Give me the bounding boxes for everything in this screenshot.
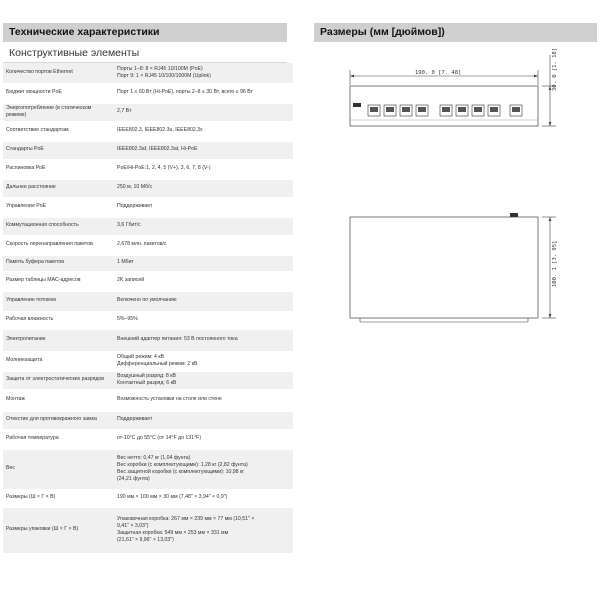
- spec-row: [3, 449, 293, 489]
- spec-row: [3, 329, 293, 351]
- front-view: [350, 86, 538, 126]
- poe-port-jack: [490, 107, 498, 112]
- spec-value: [114, 329, 293, 351]
- spec-row: [3, 63, 293, 83]
- spec-row: [3, 159, 293, 179]
- spec-value-line: Включено по умолчанию: [117, 297, 177, 304]
- spec-value: [114, 63, 293, 83]
- spec-label: Скорость перенаправления пакетов: [3, 235, 114, 255]
- spec-value-line: 190 мм × 100 мм × 30 мм (7,48" × 3,94" × 0,9"): [117, 494, 228, 501]
- spec-value-line: Возможность установки на столе или стене: [117, 396, 222, 403]
- spec-value-line: Внешний адаптер питания: 53 В постоянного тока: [117, 336, 238, 343]
- spec-row: [3, 235, 293, 255]
- spec-row: [3, 255, 293, 271]
- spec-row: [3, 271, 293, 291]
- spec-row: [3, 429, 293, 449]
- spec-value-line: 2,7 Вт: [117, 108, 132, 115]
- spec-value-line: Вес защитной коробки (с комплектующими): 10,98 кг: [117, 469, 245, 475]
- spec-value-line: Порт 9: 1 × RJ45 10/100/1000M (Uplink): [117, 72, 211, 79]
- spec-row: [3, 83, 293, 103]
- spec-row: [3, 489, 293, 507]
- spec-row: [3, 217, 293, 235]
- spec-value-line: 9,41" × 3,03"): [117, 522, 149, 529]
- spec-label: Размеры (Ш × Г × В): [3, 489, 114, 507]
- width-dimension-label: 190. 0 [7. 48]: [415, 70, 462, 76]
- spec-value: [114, 507, 293, 553]
- spec-value: [114, 411, 293, 429]
- spec-table: [3, 63, 293, 554]
- spec-value-line: Вес коробки (с комплектующими): 1,28 кг (2,82 фунта): [117, 461, 248, 468]
- spec-value: [114, 217, 293, 235]
- poe-port-jack: [458, 107, 466, 112]
- spec-value: [114, 449, 293, 489]
- spec-value-line: Воздушный разряд: 8 кВ: [117, 372, 176, 379]
- spec-value-line: PoE/Hi-PoE:1, 2, 4, 5 (V+), 3, 6, 7, 8 (V-): [117, 165, 211, 172]
- spec-row: [3, 121, 293, 141]
- spec-label: Отекстие для противокражного замка: [3, 411, 114, 429]
- spec-value: [114, 121, 293, 141]
- spec-value-line: IEEE802.3, IEEE802.3u, IEEE802.3x: [117, 127, 203, 134]
- poe-port-jack: [442, 107, 450, 112]
- spec-row: [3, 351, 293, 371]
- spec-value-line: Вес нетто: 0,47 кг (1,04 фунта): [117, 454, 191, 461]
- spec-value-line: Порт 1 ≤ 60 Вт (Hi-PoE), порты 2–8 ≤ 30 Вт, всего ≤ 96 Вт: [117, 89, 253, 96]
- spec-value: [114, 235, 293, 255]
- spec-label: Вес: [3, 449, 114, 489]
- spec-value-line: 5%–95%: [117, 316, 138, 323]
- spec-value-line: 2,678 млн. пакетов/с: [117, 241, 167, 248]
- spec-value: [114, 311, 293, 329]
- poe-port-jack: [418, 107, 426, 112]
- spec-row: [3, 371, 293, 389]
- spec-row: [3, 411, 293, 429]
- spec-label: Размеры упаковки (Ш × Г × В): [3, 507, 114, 553]
- spec-value-line: от-10°C до 55°C (от 14°F до 131°F): [117, 435, 202, 442]
- poe-port-jack: [370, 107, 378, 112]
- spec-value: [114, 291, 293, 311]
- poe-port-jack: [402, 107, 410, 112]
- spec-value: [114, 197, 293, 217]
- spec-row: [3, 311, 293, 329]
- spec-value-line: Упаковочная коробка: 267 мм × 239 мм × 77 мм (10,51" ×: [117, 515, 255, 522]
- spec-row: [3, 291, 293, 311]
- spec-section-header: Технические характеристики: [3, 23, 287, 42]
- spec-value: [114, 103, 293, 121]
- spec-label: Рабочая температура: [3, 429, 114, 449]
- spec-label: Количество портов Ethernet: [3, 63, 114, 83]
- poe-port-jack: [386, 107, 394, 112]
- poe-port-jack: [474, 107, 482, 112]
- spec-row: [3, 197, 293, 217]
- spec-label: Распиновка PoE: [3, 159, 114, 179]
- spec-row: [3, 389, 293, 411]
- spec-label: Память буфера пакетов: [3, 255, 114, 271]
- spec-label: Соответствие стандартам: [3, 121, 114, 141]
- spec-row: [3, 179, 293, 197]
- spec-label: Монтаж: [3, 389, 114, 411]
- height-dimension-label: 30. 0 [1. 18]: [552, 47, 558, 91]
- spec-value-line: 3,6 Гбит/с: [117, 222, 141, 229]
- spec-value-line: 2K записей: [117, 277, 145, 284]
- spec-value-line: Поддерживает: [117, 203, 153, 210]
- spec-value: [114, 255, 293, 271]
- dimension-drawing-svg: [320, 45, 596, 345]
- spec-label: Дальнее расстояние: [3, 179, 114, 197]
- spec-value: [114, 389, 293, 411]
- spec-label: Энергопотребление (в статическом режиме): [3, 103, 114, 121]
- spec-label: Защита от электростатических разрядов: [3, 371, 114, 389]
- spec-value: [114, 429, 293, 449]
- spec-value: [114, 141, 293, 159]
- spec-label: Коммутационная способность: [3, 217, 114, 235]
- spec-label: Рабочая влажность: [3, 311, 114, 329]
- structural-elements-subheader: Конструктивные элементы: [3, 43, 287, 63]
- spec-value: [114, 83, 293, 103]
- spec-value-line: 250 м, 10 Мб/с: [117, 184, 153, 191]
- spec-value-line: Поддерживает: [117, 416, 153, 423]
- top-view: [350, 213, 538, 322]
- spec-row: [3, 103, 293, 121]
- spec-row: [3, 141, 293, 159]
- spec-label: Управление PoE: [3, 197, 114, 217]
- spec-label: Электропитание: [3, 329, 114, 351]
- spec-label: Размер таблицы MAC-адресов: [3, 271, 114, 291]
- spec-label: Управление потоком: [3, 291, 114, 311]
- spec-value-line: (21,61" × 9,96" × 13,03"): [117, 537, 174, 544]
- spec-value: [114, 371, 293, 389]
- spec-row: [3, 507, 293, 553]
- spec-value-line: Общий режим: 4 кВ: [117, 353, 165, 360]
- spec-value: [114, 159, 293, 179]
- spec-value: [114, 489, 293, 507]
- spec-value-line: (24,21 фунта): [117, 476, 150, 483]
- spec-value: [114, 179, 293, 197]
- spec-value: [114, 351, 293, 371]
- spec-label: Бюджет мощности PoE: [3, 83, 114, 103]
- spec-value: [114, 271, 293, 291]
- spec-label: Молниезащита: [3, 351, 114, 371]
- dimensions-section-header: Размеры (мм [дюймов]): [314, 23, 597, 42]
- spec-value-line: Порты 1–8: 8 × RJ45 10/100M (PoE): [117, 65, 203, 72]
- spec-label: Стандарты PoE: [3, 141, 114, 159]
- spec-value-line: 1 Мбит: [117, 259, 134, 266]
- depth-dimension-label: 100. 1 [3. 95]: [552, 240, 558, 287]
- spec-value-line: Дифференциальный режим: 2 кВ: [117, 361, 198, 367]
- spec-value-line: Контактный разряд: 6 кВ: [117, 380, 177, 386]
- spec-value-line: Защитная коробка: 549 мм × 253 мм × 331 мм: [117, 530, 229, 536]
- dimension-drawings: [320, 45, 596, 345]
- spec-value-line: IEEE802.3af, IEEE802.3at, Hi-PoE: [117, 146, 198, 153]
